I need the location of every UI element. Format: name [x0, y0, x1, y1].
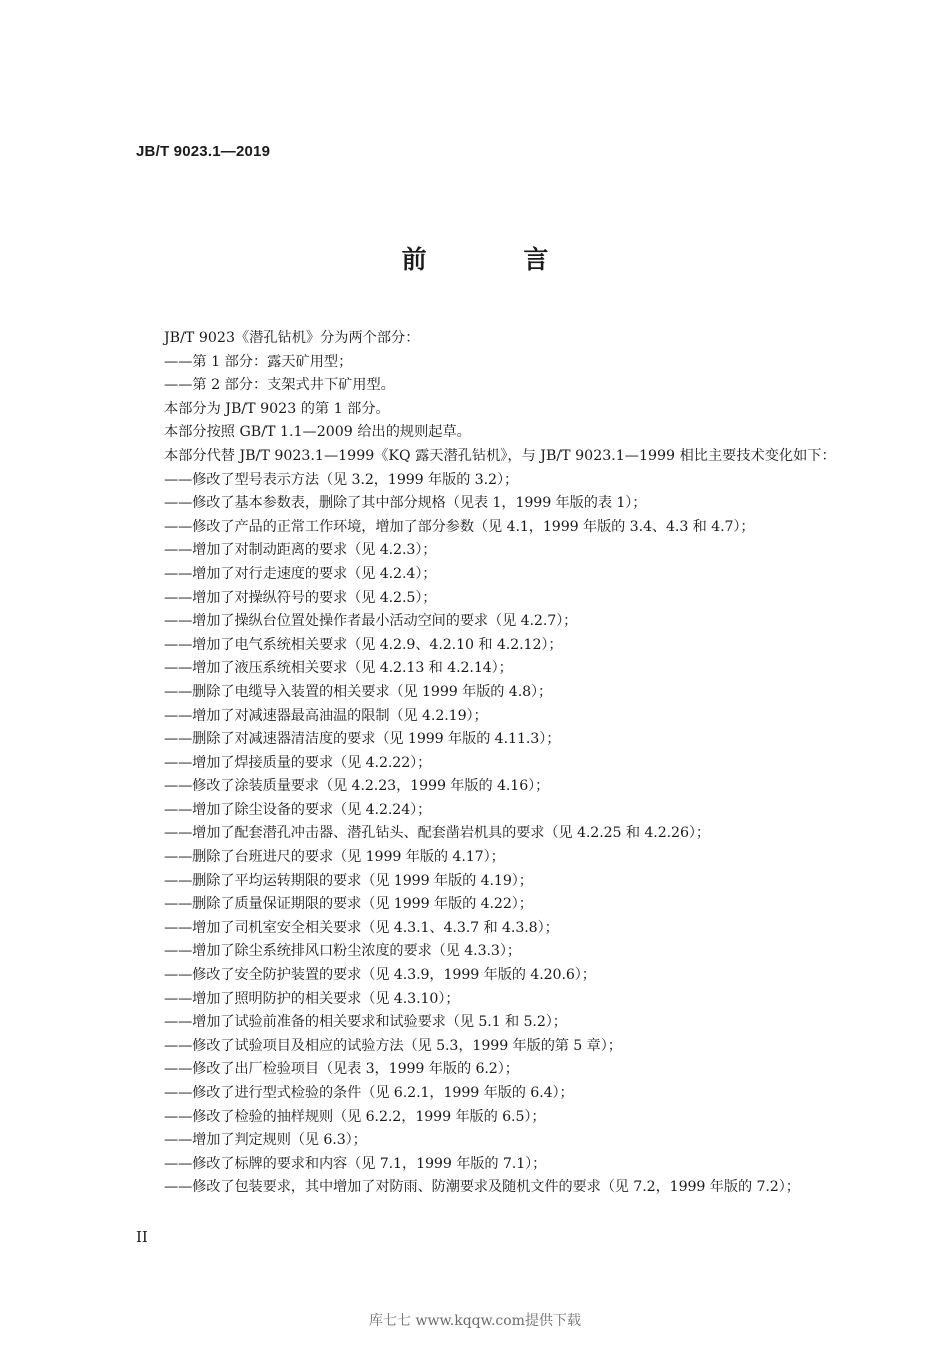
- change-item: ——删除了电缆导入装置的相关要求（见 1999 年版的 4.8）；: [164, 683, 553, 700]
- change-item: ——修改了安全防护装置的要求（见 4.3.9，1999 年版的 4.20.6）；: [164, 967, 596, 984]
- change-item: ——增加了判定规则（见 6.3）；: [164, 1132, 367, 1149]
- intro-line: 本部分按照 GB/T 1.1—2009 给出的规则起草。: [164, 424, 471, 441]
- change-item: ——增加了配套潜孔冲击器、潜孔钻头、配套凿岩机具的要求（见 4.2.25 和 4.2.26）；: [164, 825, 710, 842]
- page-title: 前 言: [401, 245, 593, 274]
- change-item: ——增加了电气系统相关要求（见 4.2.9、4.2.10 和 4.2.12）；: [164, 636, 563, 653]
- change-item: ——修改了出厂检验项目（见表 3，1999 年版的 6.2）；: [164, 1061, 519, 1078]
- change-item: ——增加了对减速器最高油温的限制（见 4.2.19）；: [164, 707, 488, 724]
- document-code: JB/T 9023.1—2019: [136, 143, 271, 160]
- change-item: ——修改了检验的抽样规则（见 6.2.2，1999 年版的 6.5）；: [164, 1108, 546, 1125]
- change-item: ——修改了进行型式检验的条件（见 6.2.1，1999 年版的 6.4）；: [164, 1085, 574, 1101]
- download-watermark-footer: 库七七 www.kqqw.com提供下载: [369, 1313, 581, 1329]
- change-item: ——增加了司机室安全相关要求（见 4.3.1、4.3.7 和 4.3.8）；: [164, 919, 559, 936]
- intro-line: ——第 1 部分：露天矿用型；: [164, 353, 353, 370]
- change-item: ——增加了对操纵符号的要求（见 4.2.5）；: [164, 589, 437, 606]
- change-item: ——增加了除尘系统排风口粉尘浓度的要求（见 4.3.3）；: [164, 943, 521, 960]
- change-item: ——修改了涂装质量要求（见 4.2.23，1999 年版的 4.16）；: [164, 778, 550, 795]
- document-body: [136, 327, 846, 1200]
- change-item: ——修改了型号表示方法（见 3.2，1999 年版的 3.2）；: [164, 471, 519, 488]
- change-item: ——删除了台班进尺的要求（见 1999 年版的 4.17）；: [164, 849, 505, 866]
- change-item: ——修改了包装要求，其中增加了对防雨、防潮要求及随机文件的要求（见 7.2，1999 年版的 7.2）；: [164, 1179, 800, 1196]
- change-item: ——修改了产品的正常工作环境，增加了部分参数（见 4.1，1999 年版的 3.4、4.3 和 4.7）；: [164, 518, 755, 535]
- change-item: ——增加了液压系统相关要求（见 4.2.13 和 4.2.14）；: [164, 660, 513, 677]
- change-item: ——增加了照明防护的相关要求（见 4.3.10）；: [164, 990, 460, 1007]
- intro-line: ——第 2 部分：支架式井下矿用型。: [164, 377, 395, 394]
- intro-line: JB/T 9023《潜孔钻机》分为两个部分：: [164, 330, 420, 346]
- change-item: ——修改了标牌的要求和内容（见 7.1，1999 年版的 7.1）；: [164, 1155, 547, 1172]
- change-item: ——修改了试验项目及相应的试验方法（见 5.3，1999 年版的第 5 章）；: [164, 1037, 622, 1054]
- change-item: ——删除了对减速器清洁度的要求（见 1999 年版的 4.11.3）；: [164, 731, 561, 748]
- change-item: ——增加了试验前准备的相关要求和试验要求（见 5.1 和 5.2）；: [164, 1014, 567, 1031]
- change-item: ——增加了除尘设备的要求（见 4.2.24）；: [164, 801, 432, 818]
- change-item: ——增加了操纵台位置处操作者最小活动空间的要求（见 4.2.7）；: [164, 613, 578, 630]
- change-item: ——删除了质量保证期限的要求（见 1999 年版的 4.22）；: [164, 896, 533, 913]
- changes-list: [136, 469, 846, 1200]
- intro-line: 本部分为 JB/T 9023 的第 1 部分。: [164, 400, 390, 417]
- page-number: II: [136, 1228, 148, 1246]
- change-item: ——删除了平均运转期限的要求（见 1999 年版的 4.19）；: [164, 872, 533, 889]
- replace-paragraph: 本部分代替 JB/T 9023.1—1999《KQ 露天潜孔钻机》，与 JB/T 9023.1—1999 相比主要技术变化如下：: [164, 447, 836, 464]
- change-item: ——修改了基本参数表，删除了其中部分规格（见表 1，1999 年版的表 1）；: [164, 495, 647, 512]
- change-item: ——增加了焊接质量的要求（见 4.2.22）；: [164, 754, 432, 771]
- change-item: ——增加了对行走速度的要求（见 4.2.4）；: [164, 565, 437, 582]
- change-item: ——增加了对制动距离的要求（见 4.2.3）；: [164, 542, 437, 559]
